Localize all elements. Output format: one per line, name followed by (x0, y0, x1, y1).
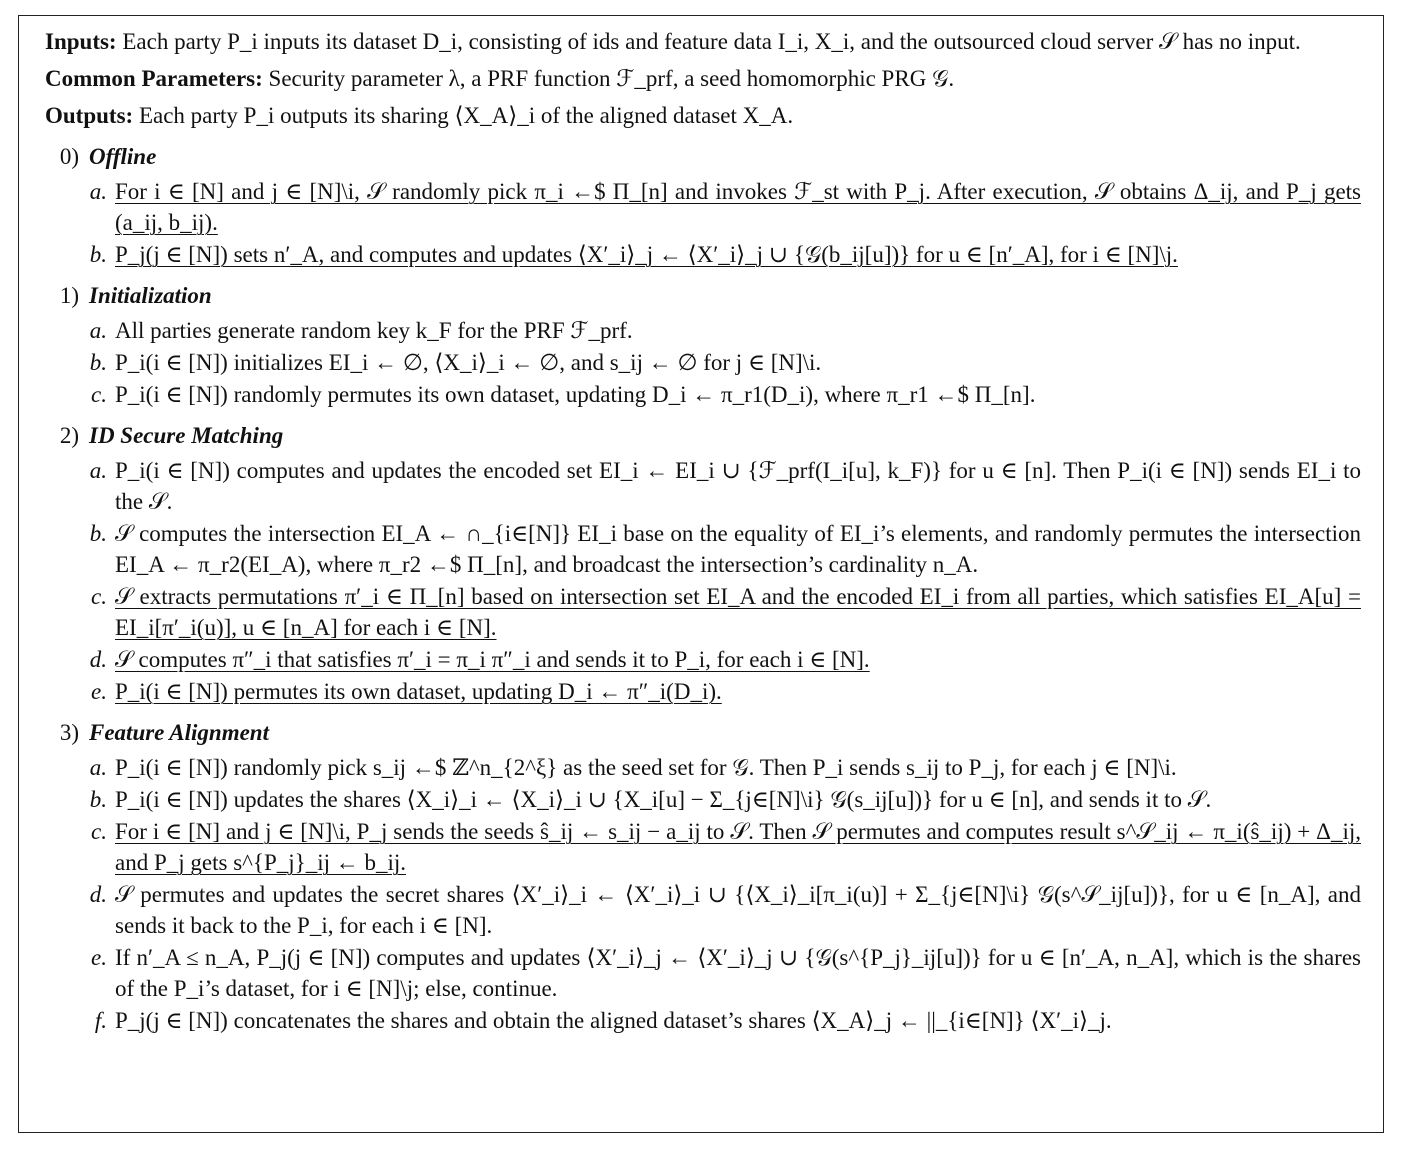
step-text: 𝒮 extracts permutations π′_i ∈ Π_[n] based on intersection set EI_A and the encoded EI_i from all parties, which satisfies EI_A[u] = EI_i[π′_i(u)], u ∈ [n_A] for each i ∈ [N]. (115, 584, 1361, 640)
step-letter: b. (89, 787, 107, 812)
step-letter: d. (89, 882, 107, 907)
step-letter: c. (91, 819, 107, 844)
step-item (45, 644, 1361, 675)
step-item (45, 676, 1361, 707)
step-letter: a. (89, 755, 107, 780)
section-id-secure-matching (45, 420, 1361, 451)
protocol-content (45, 26, 1361, 1037)
inputs-label: Inputs: (45, 29, 117, 54)
step-letter: e. (91, 679, 107, 704)
section-title: ID Secure Matching (89, 423, 284, 448)
step-letter: a. (89, 458, 107, 483)
step-text: For i ∈ [N] and j ∈ [N]\i, 𝒮 randomly pick π_i ←$ Π_[n] and invokes ℱ_st with P_j. After execution, 𝒮 obtains Δ_ij, and P_j gets (a_ij, b_ij). (115, 179, 1361, 235)
step-letter: b. (89, 350, 107, 375)
section-feature-alignment (45, 717, 1361, 748)
common-parameters-paragraph (45, 63, 1361, 94)
step-item (45, 942, 1361, 1004)
step-item (45, 379, 1361, 410)
section-number: 3) (59, 720, 79, 745)
step-item (45, 455, 1361, 517)
step-text: P_i(i ∈ [N]) updates the shares ⟨X_i⟩_i ← ⟨X_i⟩_i ∪ {X_i[u] − Σ_{j∈[N]\i} 𝒢(s_ij[u])} for u ∈ [n], and sends it to 𝒮. (115, 787, 1212, 812)
step-text: 𝒮 computes π″_i that satisfies π′_i = π_i π″_i and sends it to P_i, for each i ∈ [N]. (115, 647, 870, 672)
protocol-box (18, 15, 1384, 1133)
step-item (45, 784, 1361, 815)
inputs-paragraph (45, 26, 1361, 57)
section-title: Initialization (89, 283, 212, 308)
step-item (45, 347, 1361, 378)
step-item (45, 176, 1361, 238)
step-text: P_i(i ∈ [N]) randomly permutes its own dataset, updating D_i ← π_r1(D_i), where π_r1 ←$ Π_[n]. (115, 382, 1036, 407)
inputs-text: Each party P_i inputs its dataset D_i, consisting of ids and feature data I_i, X_i, and the outsourced cloud server 𝒮 has no input. (122, 29, 1301, 54)
step-item (45, 518, 1361, 580)
step-text: P_j(j ∈ [N]) sets n′_A, and computes and updates ⟨X′_i⟩_j ← ⟨X′_i⟩_j ∪ {𝒢(b_ij[u])} for u ∈ [n′_A], for i ∈ [N]\j. (115, 242, 1178, 267)
step-letter: d. (89, 647, 107, 672)
step-text: P_i(i ∈ [N]) computes and updates the encoded set EI_i ← EI_i ∪ {ℱ_prf(I_i[u], k_F)} for u ∈ [n]. Then P_i(i ∈ [N]) sends EI_i to the 𝒮. (115, 458, 1361, 514)
outputs-label: Outputs: (45, 103, 134, 128)
step-item (45, 752, 1361, 783)
step-item (45, 581, 1361, 643)
outputs-paragraph (45, 100, 1361, 131)
common-parameters-label: Common Parameters: (45, 66, 263, 91)
step-text: 𝒮 permutes and updates the secret shares ⟨X′_i⟩_i ← ⟨X′_i⟩_i ∪ {⟨X_i⟩_i[π_i(u)] + Σ_{j∈[N]\i} 𝒢(s^𝒮_ij[u])}, for u ∈ [n_A], and sends it back to the P_i, for each i ∈ [N]. (115, 882, 1361, 938)
step-item (45, 239, 1361, 270)
step-text: For i ∈ [N] and j ∈ [N]\i, P_j sends the seeds ŝ_ij ← s_ij − a_ij to 𝒮. Then 𝒮 permutes and computes result s^𝒮_ij ← π_i(ŝ_ij) + Δ_ij, and P_j gets s^{P_j}_ij ← b_ij. (115, 819, 1361, 875)
section-number: 1) (59, 283, 79, 308)
section-initialization (45, 280, 1361, 311)
step-item (45, 816, 1361, 878)
step-letter: b. (89, 521, 107, 546)
section-number: 0) (59, 144, 79, 169)
step-text: P_i(i ∈ [N]) permutes its own dataset, updating D_i ← π″_i(D_i). (115, 679, 722, 704)
section-number: 2) (59, 423, 79, 448)
step-text: If n′_A ≤ n_A, P_j(j ∈ [N]) computes and updates ⟨X′_i⟩_j ← ⟨X′_i⟩_j ∪ {𝒢(s^{P_j}_ij[u])} for u ∈ [n′_A, n_A], which is the shares of the P_i’s dataset, for i ∈ [N]\j; else, continue. (115, 945, 1361, 1001)
step-letter: c. (91, 382, 107, 407)
section-offline (45, 141, 1361, 172)
section-title: Feature Alignment (89, 720, 269, 745)
step-letter: a. (89, 318, 107, 343)
step-text: P_i(i ∈ [N]) initializes EI_i ← ∅, ⟨X_i⟩_i ← ∅, and s_ij ← ∅ for j ∈ [N]\i. (115, 350, 822, 375)
step-item (45, 315, 1361, 346)
step-letter: e. (91, 945, 107, 970)
step-letter: a. (89, 179, 107, 204)
step-letter: f. (94, 1008, 107, 1033)
step-text: All parties generate random key k_F for the PRF ℱ_prf. (115, 318, 633, 343)
step-letter: b. (89, 242, 107, 267)
step-item (45, 1005, 1361, 1036)
step-text: 𝒮 computes the intersection EI_A ← ∩_{i∈[N]} EI_i base on the equality of EI_i’s elements, and randomly permutes the intersection EI_A ← π_r2(EI_A), where π_r2 ←$ Π_[n], and broadcast the intersection’s cardinality n_A. (115, 521, 1361, 577)
step-item (45, 879, 1361, 941)
step-text: P_i(i ∈ [N]) randomly pick s_ij ←$ ℤ^n_{2^ξ} as the seed set for 𝒢. Then P_i sends s_ij to P_j, for each j ∈ [N]\i. (115, 755, 1177, 780)
outputs-text: Each party P_i outputs its sharing ⟨X_A⟩_i of the aligned dataset X_A. (138, 103, 794, 128)
step-text: P_j(j ∈ [N]) concatenates the shares and obtain the aligned dataset’s shares ⟨X_A⟩_j ← ||_{i∈[N]} ⟨X′_i⟩_j. (115, 1008, 1112, 1033)
step-letter: c. (91, 584, 107, 609)
section-title: Offline (89, 144, 157, 169)
common-parameters-text: Security parameter λ, a PRF function ℱ_prf, a seed homomorphic PRG 𝒢. (268, 66, 955, 91)
